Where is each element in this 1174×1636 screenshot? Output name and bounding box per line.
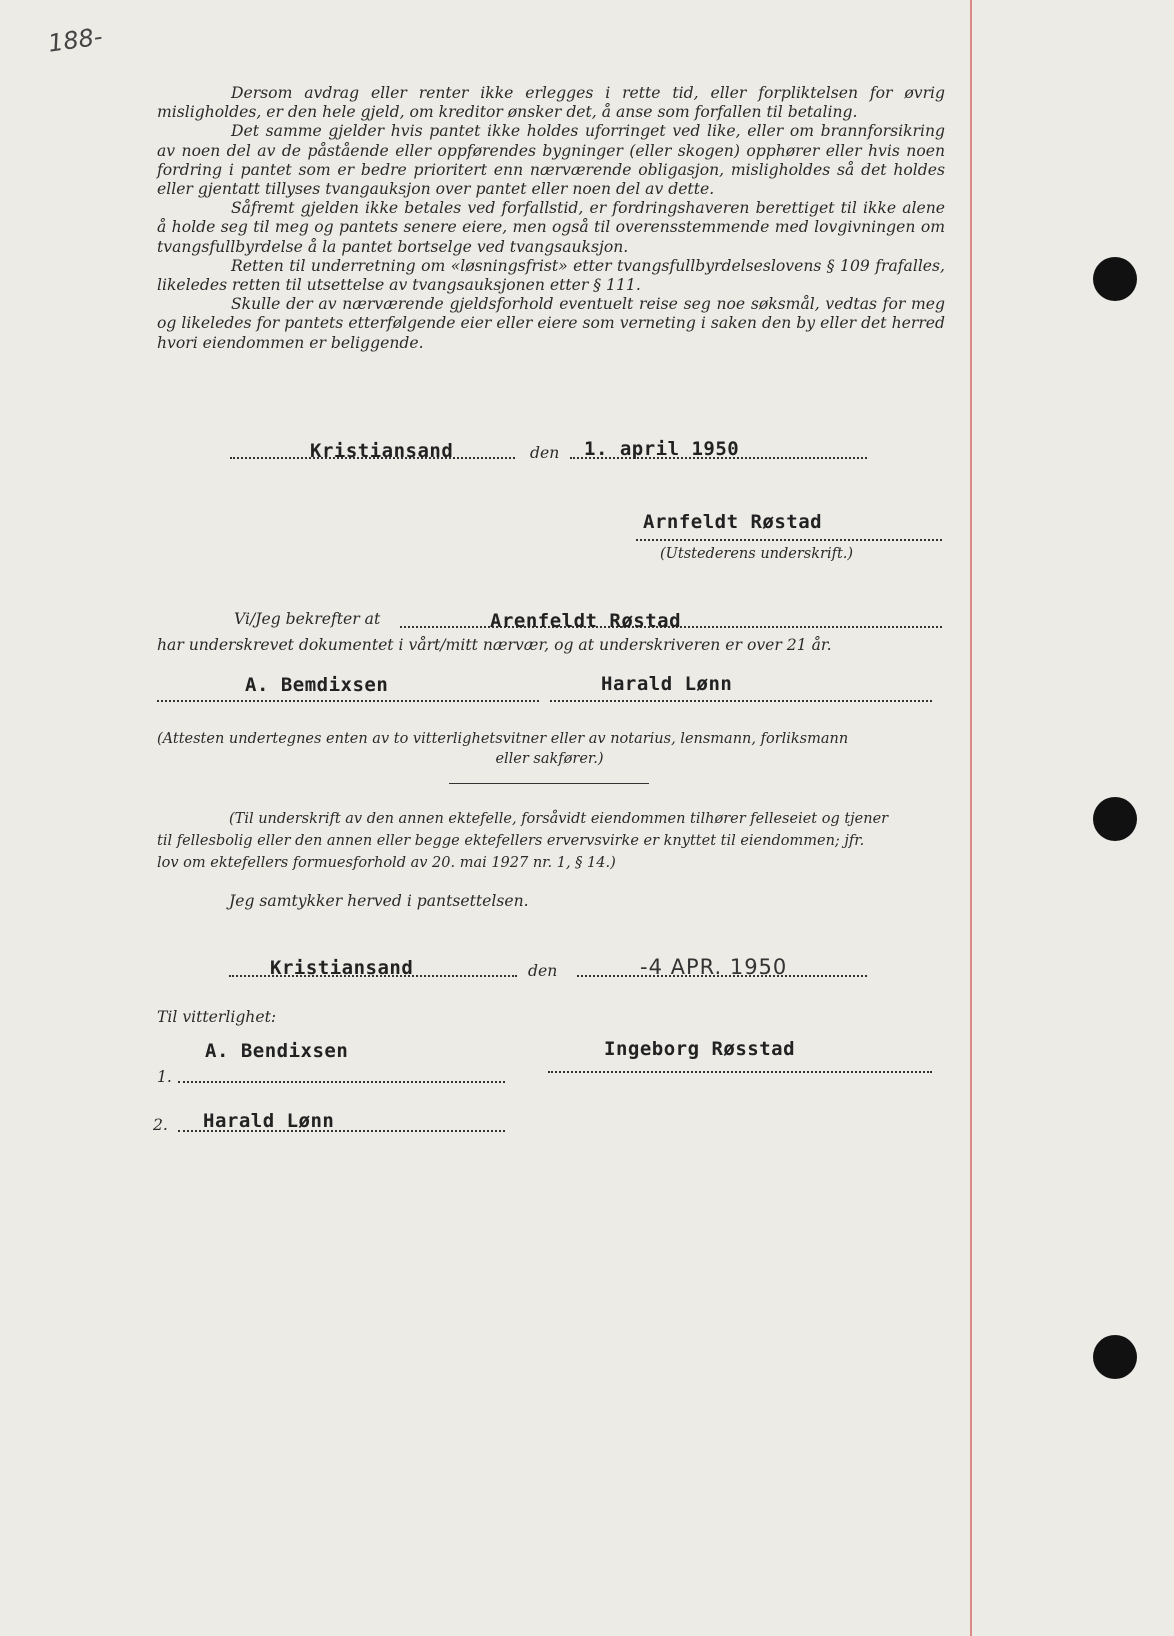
punch-hole [1093,257,1137,301]
divider [449,783,649,784]
paragraph: Skulle der av nærværende gjeldsforhold eventuelt reise seg noe søksmål, vedtas for meg og likeledes for pantets etterfølgende eier eller eiere som verneting i saken den by eller det herred hvori eiendommen er beliggende. [157,295,945,352]
attest-statement: har underskrevet dokumentet i vårt/mitt nærvær, og at underskriveren er over 21 år. [157,636,832,654]
den-label: den [530,444,560,462]
paragraph: Såfremt gjelden ikke betales ved forfallstid, er fordringshaveren berettiget til ikke alene å holde seg til meg og pantets senere eiere, men også til overensstemmende med lovgivningen om tvangsfullbyrdelse å la pantet bortselge ved tvangsauksjon. [157,199,945,256]
attest-witness-1: A. Bemdixsen [245,674,389,696]
consent-text: Jeg samtykker herved i pantsettelsen. [229,892,529,910]
consent-witness-2: Harald Lønn [203,1110,335,1132]
date-stamp: -4 APR. 1950 [640,955,788,979]
paragraph: Retten til underretning om «løsningsfrist» etter tvangsfullbyrdelseslovens § 109 frafalles, likeledes retten til utsettelse av tvangsauksjonen etter § 111. [157,256,945,295]
attest-witness-2: Harald Lønn [601,673,733,695]
terms-text [157,84,945,353]
paragraph: Dersom avdrag eller renter ikke erlegges i rette tid, eller forpliktelsen for øvrig misligholdes, er den hele gjeld, om kreditor ønsker det, å anse som forfallen til betaling. [157,84,945,122]
den-label: den [528,962,558,980]
consent-place: Kristiansand [270,957,414,979]
spouse-note: til fellesbolig eller den annen eller begge ektefellers ervervsvirke er knyttet til eiendommen; jfr. [157,833,865,849]
issue-place: Kristiansand [310,440,454,462]
paragraph: Det samme gjelder hvis pantet ikke holdes uforringet ved like, eller om brannforsikring av noen del av de påstående eller oppførendes bygninger (eller skogen) opphører eller hvis noen fordring i pantet som er bedre prioritert enn nærværende obligasjon, misligholdes så det holdes eller gjentatt tillyses tvangauksjon over pantet eller noen del av dette. [157,122,945,199]
witness-number: 2. [153,1116,168,1134]
consent-witness-1: A. Bendixsen [205,1040,349,1062]
dotted-line [548,1071,932,1073]
witness-heading: Til vitterlighet: [157,1008,277,1026]
issue-date: 1. april 1950 [584,438,740,460]
issuer-signature: Arnfeldt Røstad [643,511,823,533]
spouse-note: (Til underskrift av den annen ektefelle, forsåvidt eiendommen tilhører felleseiet og tjener [229,811,889,827]
punch-hole [1093,797,1137,841]
page-number: 188- [46,22,105,58]
signature-caption: (Utstederens underskrift.) [660,546,854,562]
attest-note: eller sakfører.) [495,751,604,767]
dotted-line [636,539,942,541]
spouse-signature: Ingeborg Røsstad [604,1038,796,1060]
dotted-line [178,1081,505,1083]
spouse-note: lov om ektefellers formuesforhold av 20. mai 1927 nr. 1, § 14.) [157,855,616,871]
witness-number: 1. [157,1068,172,1086]
attest-lead: Vi/Jeg bekrefter at [234,610,381,628]
dotted-line [157,700,539,702]
margin-line [970,0,972,1636]
attest-note: (Attesten undertegnes enten av to vitterlighetsvitner eller av notarius, lensmann, forliksmann [157,731,849,747]
dotted-line [178,1130,505,1132]
dotted-line [550,700,932,702]
attested-name: Arenfeldt Røstad [490,610,682,632]
punch-hole [1093,1335,1137,1379]
